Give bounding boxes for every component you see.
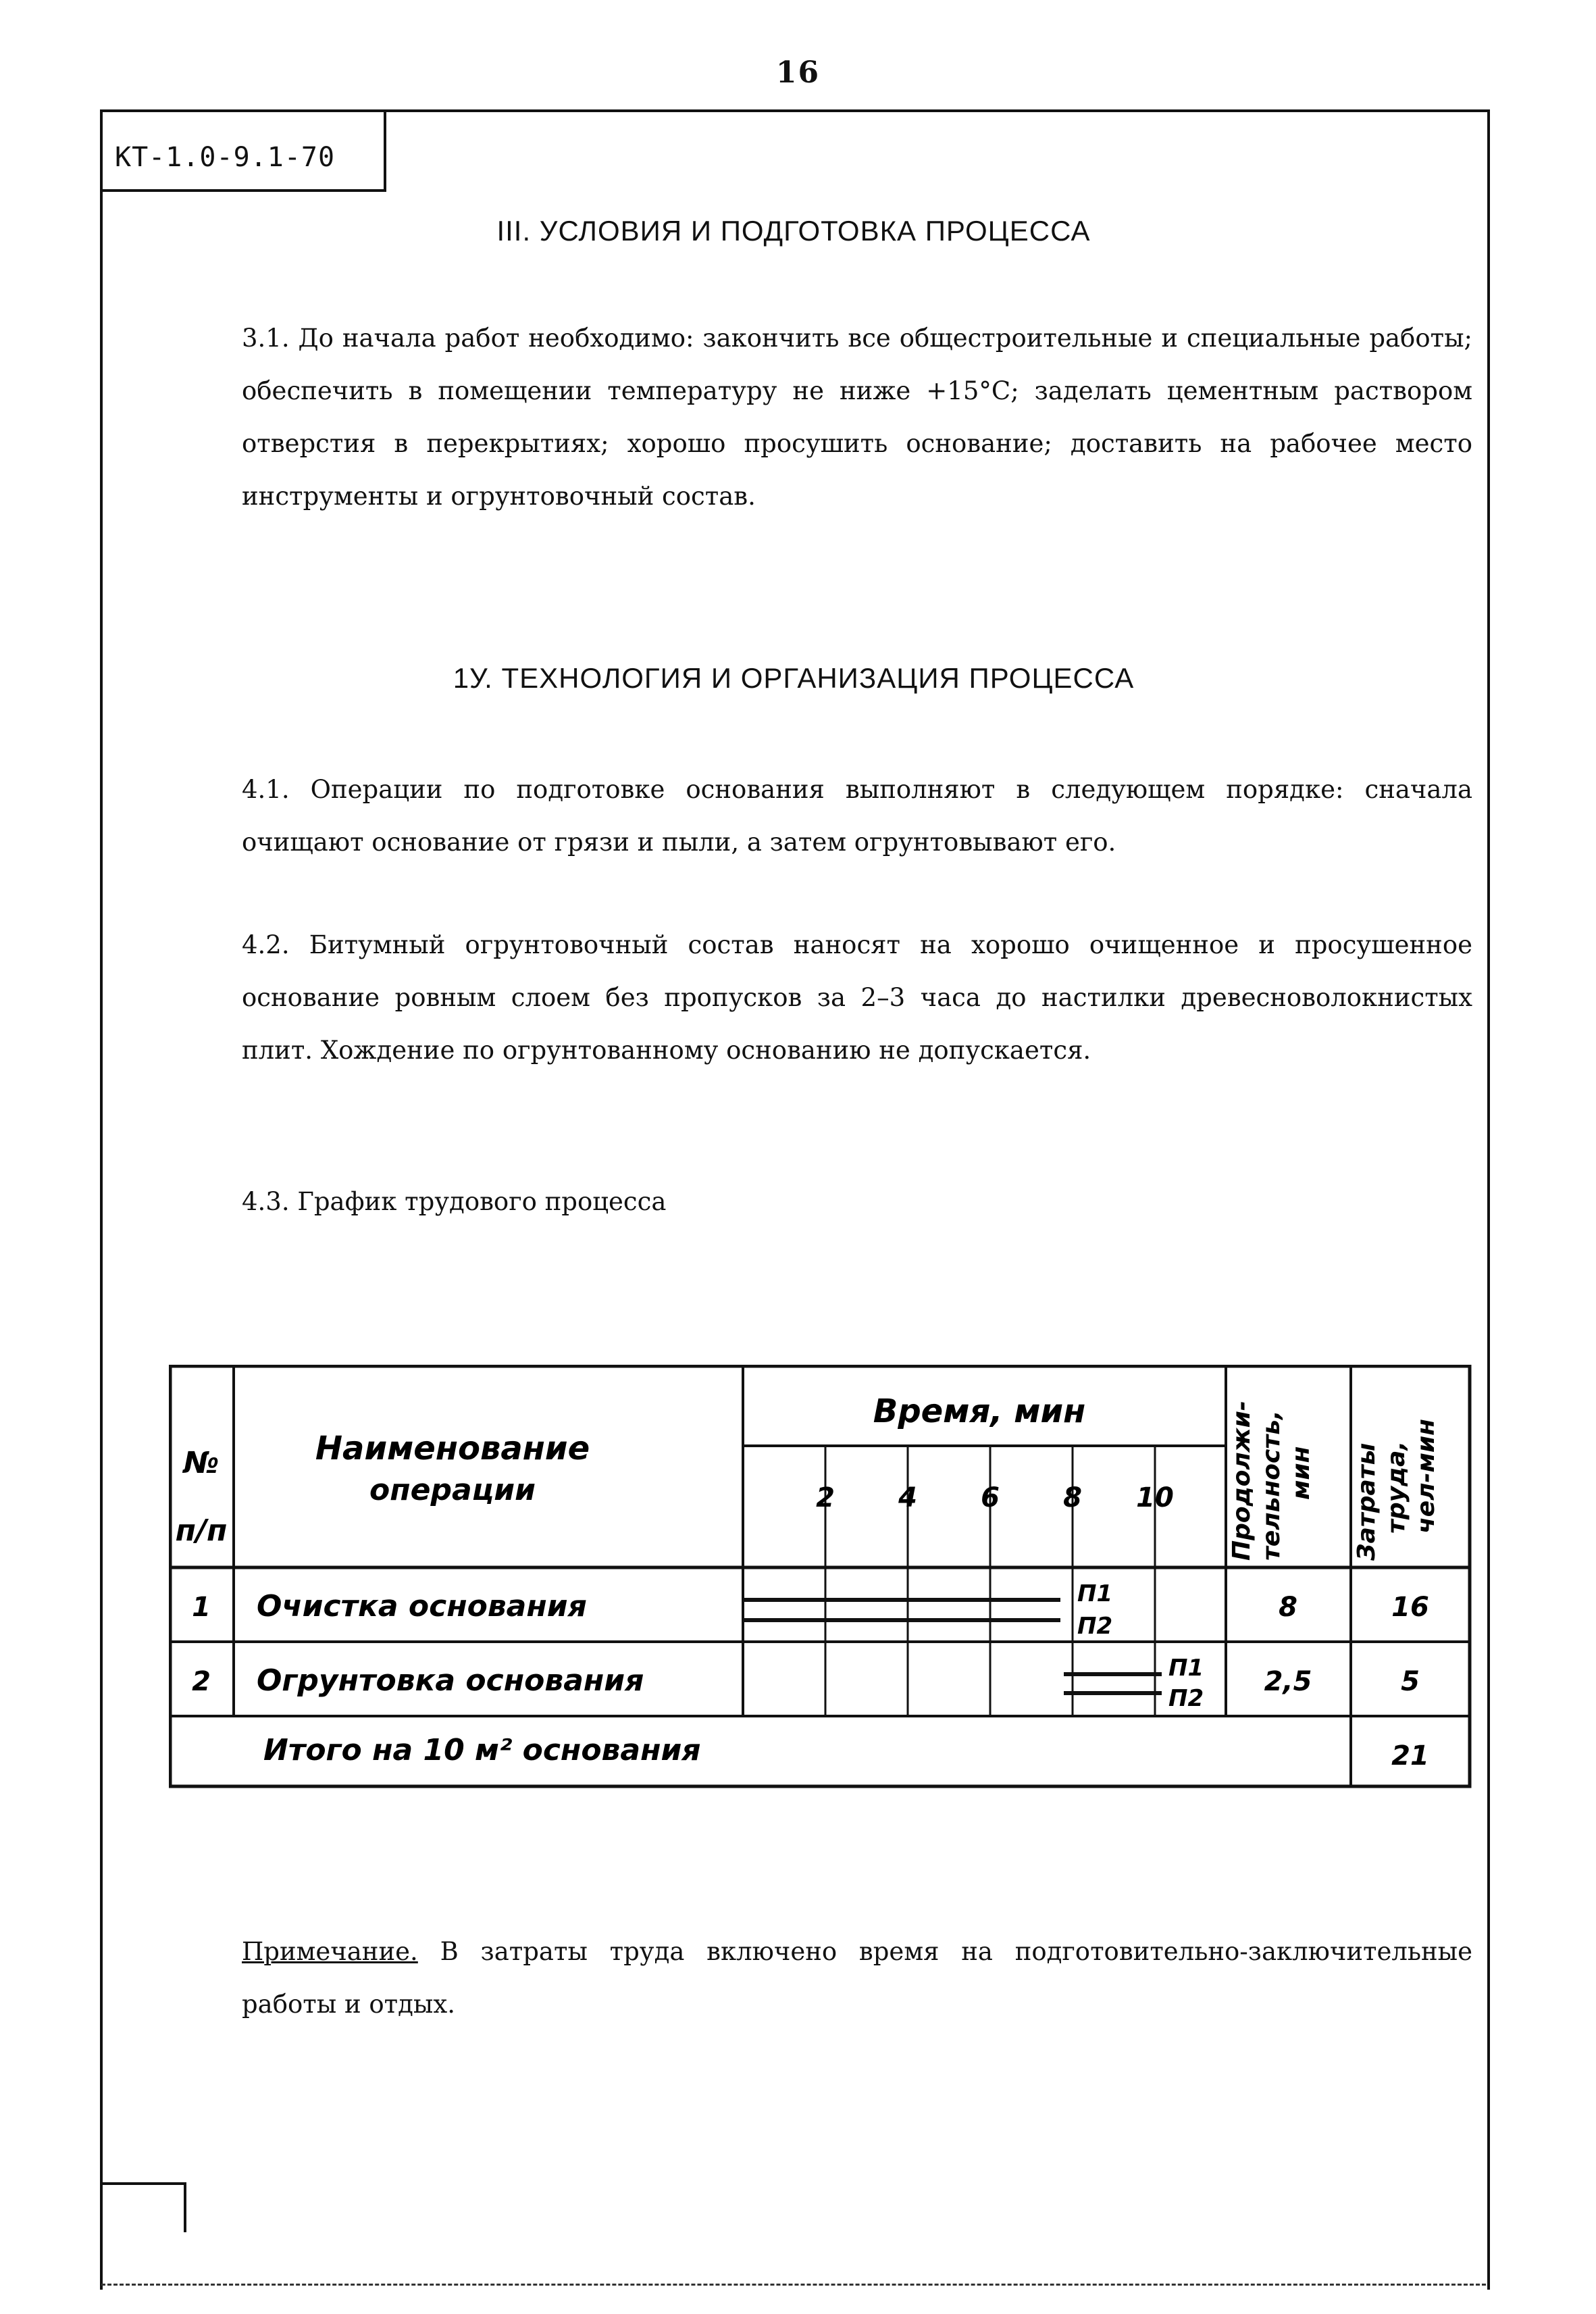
tick-10: 10 — [1136, 1482, 1174, 1513]
header-labor-line3: чел-мин — [1412, 1419, 1440, 1534]
schedule-svg — [169, 1365, 1472, 1790]
section4-heading: 1У. ТЕХНОЛОГИЯ И ОРГАНИЗАЦИЯ ПРОЦЕССА — [453, 662, 1135, 694]
row1-name: Очистка основания — [257, 1589, 587, 1624]
paragraph-4-3-text: 4.3. График трудового процесса — [242, 1187, 667, 1216]
header-duration-line2: тельность, — [1258, 1410, 1285, 1561]
row2-num: 2 — [192, 1666, 211, 1697]
row1-labor: 16 — [1391, 1592, 1429, 1623]
paragraph-4-1-text: 4.1. Операции по подготовке основания выполняют в следующем порядке: сначала очищают основание от грязи и пыли, а затем огрунтовывают его. — [242, 775, 1472, 857]
row2-duration: 2,5 — [1264, 1666, 1312, 1697]
total-labor: 21 — [1391, 1740, 1429, 1771]
row1-worker2-label: П2 — [1077, 1613, 1113, 1640]
row2-worker1-label: П1 — [1168, 1655, 1204, 1682]
tick-4: 4 — [898, 1482, 917, 1513]
header-labor-line2: труда, — [1383, 1440, 1410, 1534]
labor-schedule-table — [169, 1365, 1472, 1790]
header-duration-line1: Продолжи- — [1228, 1401, 1256, 1561]
paragraph-3-1 — [162, 312, 1472, 523]
row1-num: 1 — [192, 1592, 211, 1623]
paragraph-4-2 — [162, 919, 1472, 1077]
row1-duration: 8 — [1279, 1592, 1297, 1623]
paragraph-3-1-text: 3.1. До начала работ необходимо: закончить все общестроительные и специальные работы; обеспечить в помещении температуру не ниже +15°С; заделать цементным раствором отверстия в перекрытиях; хорошо просушить основание; доставить на рабочее место инструменты и огрунтовочный состав. — [242, 324, 1472, 511]
bottom-dashed-line — [101, 2284, 1486, 2286]
header-name-line2: операции — [369, 1473, 536, 1507]
total-label: Итого на 10 м² основания — [263, 1733, 701, 1767]
row2-name: Огрунтовка основания — [257, 1663, 644, 1698]
paragraph-4-3 — [162, 1176, 1472, 1228]
note-paragraph — [162, 1926, 1472, 2031]
row2-worker2-label: П2 — [1168, 1685, 1204, 1712]
tick-2: 2 — [816, 1482, 835, 1513]
note-text: В затраты труда включено время на подготовительно-заключительные работы и отдых. — [242, 1937, 1472, 2019]
section3-heading: III. УСЛОВИЯ И ПОДГОТОВКА ПРОЦЕССА — [496, 215, 1091, 247]
page-number: 16 — [775, 55, 821, 90]
header-time: Время, мин — [873, 1392, 1086, 1430]
doc-code: КТ-1.0-9.1-70 — [115, 142, 336, 173]
row1-worker1-label: П1 — [1077, 1580, 1113, 1607]
header-labor-line1: Затраты — [1353, 1442, 1381, 1561]
footer-corner-mark — [103, 2182, 186, 2232]
header-num-line1: № — [183, 1446, 220, 1480]
tick-8: 8 — [1063, 1482, 1082, 1513]
note-label: Примечание. — [242, 1937, 418, 1966]
header-duration-line3: мин — [1287, 1446, 1315, 1500]
row2-labor: 5 — [1401, 1666, 1420, 1697]
header-name-line1: Наименование — [315, 1430, 590, 1467]
tick-6: 6 — [981, 1482, 1000, 1513]
paragraph-4-2-text: 4.2. Битумный огрунтовочный состав наносят на хорошо очищенное и просушенное основание ровным слоем без пропусков за 2–3 часа до настилки древесноволокнистых плит. Хождение по огрунтованному основанию не допускается. — [242, 930, 1472, 1065]
paragraph-4-1 — [162, 763, 1472, 869]
header-num-line2: п/п — [175, 1513, 228, 1548]
